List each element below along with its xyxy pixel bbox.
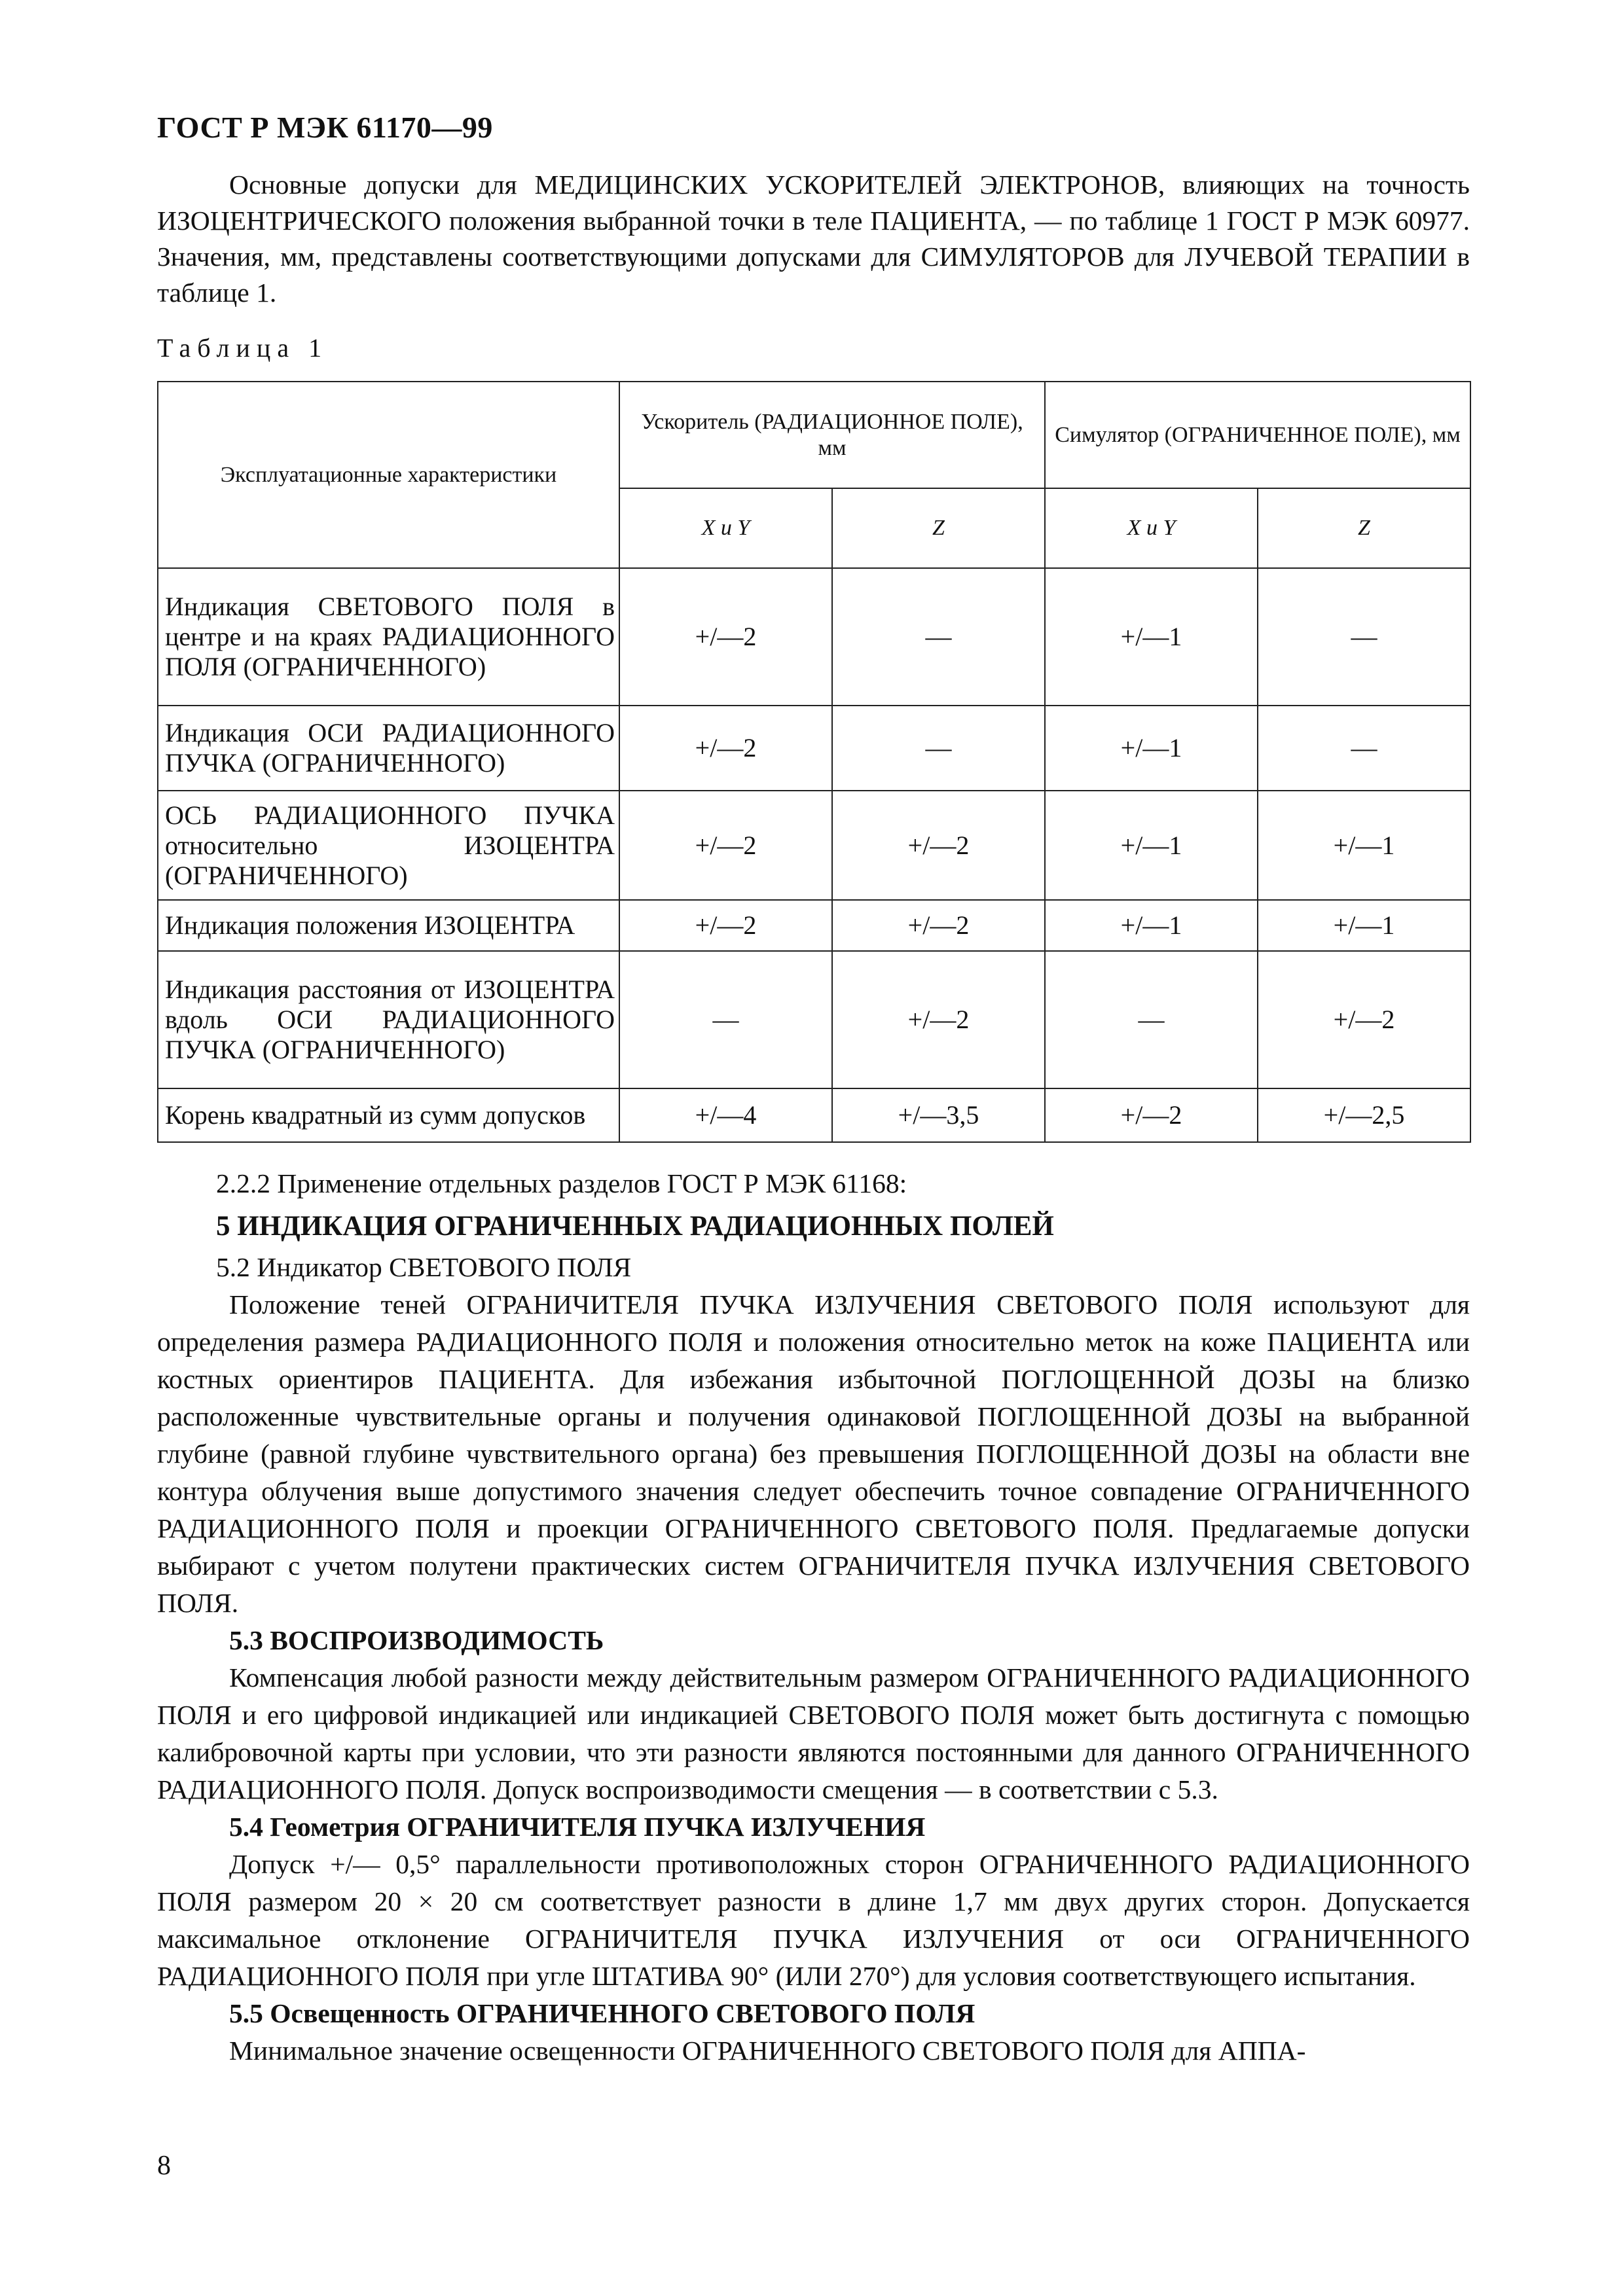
- cell-value: +/—1: [1045, 706, 1258, 791]
- subheader-z-sim: Z: [1258, 488, 1470, 568]
- section-5-2-heading: 5.2 Индикатор СВЕТОВОГО ПОЛЯ: [216, 1252, 632, 1282]
- table-row: [158, 1088, 1470, 1142]
- table-row: [158, 791, 1470, 900]
- section-5-3-heading: 5.3 ВОСПРОИЗВОДИМОСТЬ: [229, 1625, 604, 1655]
- section-5-4-paragraph: Допуск +/— 0,5° параллельности противоположных сторон ОГРАНИЧЕННОГО РАДИАЦИОННОГО ПОЛЯ размером 20 × 20 см соответствует разности в длине 1,7 мм двух других сторон. Допускается максимальное отклонение ОГРАНИЧИТЕЛЯ ПУЧКА ИЗЛУЧЕНИЯ от оси ОГРАНИЧЕННОГО РАДИАЦИОННОГО ПОЛЯ при угле ШТАТИВА 90° (ИЛИ 270°) для условия соответствующего испытания.: [157, 1849, 1470, 1991]
- sections-block: [157, 1165, 1470, 2070]
- table-row: [158, 951, 1470, 1088]
- subheader-xy-sim: X и Y: [1045, 488, 1258, 568]
- cell-value: —: [619, 951, 832, 1088]
- intro-block: [157, 167, 1470, 311]
- section-5-5-paragraph: Минимальное значение освещенности ОГРАНИЧЕННОГО СВЕТОВОГО ПОЛЯ для АППА-: [229, 2036, 1306, 2066]
- table-title: Таблица 1: [157, 333, 329, 363]
- cell-value: +/—2: [832, 951, 1045, 1088]
- table-row: [158, 706, 1470, 791]
- header-accelerator: Ускоритель (РАДИАЦИОННОЕ ПОЛЕ), мм: [619, 382, 1045, 488]
- cell-value: +/—2: [619, 900, 832, 951]
- row-label: Индикация расстояния от ИЗОЦЕНТРА вдоль ОСИ РАДИАЦИОННОГО ПУЧКА (ОГРАНИЧЕННОГО): [158, 951, 619, 1088]
- cell-value: +/—1: [1258, 791, 1470, 900]
- header-characteristics: Эксплуатационные характеристики: [158, 382, 619, 568]
- subheader-z-accel: Z: [832, 488, 1045, 568]
- intro-paragraph: Основные допуски для МЕДИЦИНСКИХ УСКОРИТЕЛЕЙ ЭЛЕКТРОНОВ, влияющих на точность ИЗОЦЕНТРИЧЕСКОГО положения выбранной точки в теле ПАЦИЕНТА, — по таблице 1 ГОСТ Р МЭК 60977. Значения, мм, представлены соответствующими допусками для СИМУЛЯТОРОВ для ЛУЧЕВОЙ ТЕРАПИИ в таблице 1.: [157, 170, 1470, 308]
- cell-value: +/—2,5: [1258, 1088, 1470, 1142]
- page-number: 8: [157, 2151, 171, 2181]
- cell-value: —: [1258, 706, 1470, 791]
- section-5-3-paragraph: Компенсация любой разности между действительным размером ОГРАНИЧЕННОГО РАДИАЦИОННОГО ПОЛЯ и его цифровой индикацией или индикацией СВЕТОВОГО ПОЛЯ может быть достигнута с помощью калибровочной карты при условии, что эти разности являются постоянными для данного ОГРАНИЧЕННОГО РАДИАЦИОННОГО ПОЛЯ. Допуск воспроизводимости смещения — в соответствии с 5.3.: [157, 1662, 1470, 1804]
- section-5-heading: 5 ИНДИКАЦИЯ ОГРАНИЧЕННЫХ РАДИАЦИОННЫХ ПОЛЕЙ: [216, 1211, 1054, 1242]
- row-label: ОСЬ РАДИАЦИОННОГО ПУЧКА относительно ИЗОЦЕНТРА (ОГРАНИЧЕННОГО): [158, 791, 619, 900]
- cell-value: +/—2: [619, 791, 832, 900]
- cell-value: +/—1: [1045, 900, 1258, 951]
- cell-value: +/—4: [619, 1088, 832, 1142]
- row-label: Корень квадратный из сумм допусков: [158, 1088, 619, 1142]
- row-label: Индикация СВЕТОВОГО ПОЛЯ в центре и на краях РАДИАЦИОННОГО ПОЛЯ (ОГРАНИЧЕННОГО): [158, 568, 619, 706]
- cell-value: +/—1: [1045, 568, 1258, 706]
- header-simulator: Симулятор (ОГРАНИЧЕННОЕ ПОЛЕ), мм: [1045, 382, 1470, 488]
- cell-value: +/—2: [832, 900, 1045, 951]
- cell-value: —: [832, 568, 1045, 706]
- cell-value: +/—3,5: [832, 1088, 1045, 1142]
- cell-value: +/—1: [1045, 791, 1258, 900]
- section-5-4-heading: 5.4 Геометрия ОГРАНИЧИТЕЛЯ ПУЧКА ИЗЛУЧЕНИЯ: [229, 1812, 926, 1842]
- cell-value: —: [1258, 568, 1470, 706]
- cell-value: +/—2: [619, 706, 832, 791]
- table-row: [158, 568, 1470, 706]
- tolerance-table: [157, 381, 1471, 1143]
- cell-value: +/—2: [1045, 1088, 1258, 1142]
- cell-value: +/—2: [619, 568, 832, 706]
- table-row: [158, 900, 1470, 951]
- row-label: Индикация положения ИЗОЦЕНТРА: [158, 900, 619, 951]
- cell-value: +/—2: [1258, 951, 1470, 1088]
- cell-value: +/—2: [832, 791, 1045, 900]
- section-5-2-paragraph: Положение теней ОГРАНИЧИТЕЛЯ ПУЧКА ИЗЛУЧЕНИЯ СВЕТОВОГО ПОЛЯ используют для определения размера РАДИАЦИОННОГО ПОЛЯ и положения относительно меток на коже ПАЦИЕНТА или костных ориентиров ПАЦИЕНТА. Для избежания избыточной ПОГЛОЩЕННОЙ ДОЗЫ на близко расположенные чувствительные органы и получения одинаковой ПОГЛОЩЕННОЙ ДОЗЫ на выбранной глубине (равной глубине чувствительного органа) без превышения ПОГЛОЩЕННОЙ ДОЗЫ на области вне контура облучения выше допустимого значения следует обеспечить точное совпадение ОГРАНИЧЕННОГО РАДИАЦИОННОГО ПОЛЯ и проекции ОГРАНИЧЕННОГО СВЕТОВОГО ПОЛЯ. Предлагаемые допуски выбирают с учетом полутени практических систем ОГРАНИЧИТЕЛЯ ПУЧКА ИЗЛУЧЕНИЯ СВЕТОВОГО ПОЛЯ.: [157, 1289, 1470, 1618]
- subheader-xy-accel: X и Y: [619, 488, 832, 568]
- cell-value: —: [1045, 951, 1258, 1088]
- cell-value: —: [832, 706, 1045, 791]
- row-label: Индикация ОСИ РАДИАЦИОННОГО ПУЧКА (ОГРАНИЧЕННОГО): [158, 706, 619, 791]
- clause-2-2-2: 2.2.2 Применение отдельных разделов ГОСТ Р МЭК 61168:: [216, 1168, 907, 1198]
- section-5-5-heading: 5.5 Освещенность ОГРАНИЧЕННОГО СВЕТОВОГО ПОЛЯ: [229, 1998, 976, 2028]
- document-header: ГОСТ Р МЭК 61170—99: [157, 111, 493, 144]
- cell-value: +/—1: [1258, 900, 1470, 951]
